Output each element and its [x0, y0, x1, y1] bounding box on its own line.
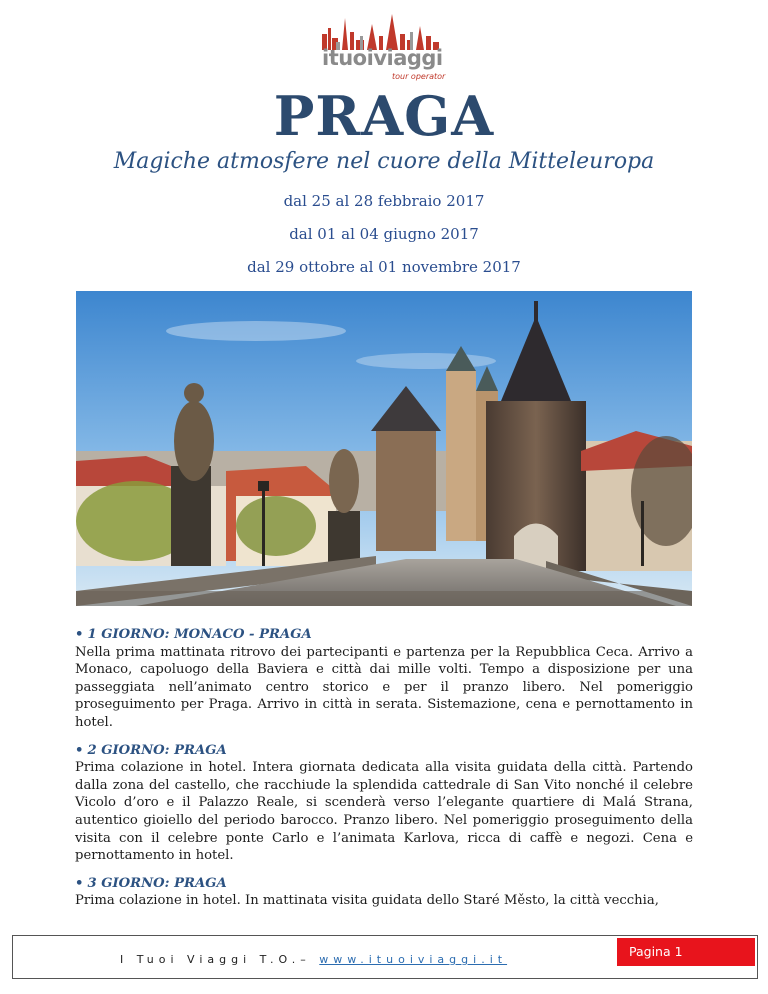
footer-text: [120, 953, 507, 966]
day-section-1: [75, 626, 693, 732]
day-heading-3: [75, 875, 693, 893]
footer-company: I Tuoi Viaggi T.O.–: [120, 953, 311, 966]
day-heading-text: 2 GIORNO: PRAGA: [87, 742, 227, 758]
day-description-3: Prima colazione in hotel. In mattinata visita guidata dello Staré Město, la città vecchia,: [75, 893, 659, 909]
page-subtitle: Magiche atmosfere nel cuore della Mitteleuropa: [113, 149, 655, 174]
day-heading-1: [75, 626, 693, 644]
bullet-icon: •: [75, 742, 84, 758]
brand-name: ituoiviaggi: [322, 46, 443, 70]
day-description-1: Nella prima mattinata ritrovo dei partecipanti e partenza per la Repubblica Ceca. Arrivo a Monaco, capoluogo della Baviera e città dai mille volti. Tempo a disposizione per una passeggiata nell’animato centro storico e per il pranzo libero. Nel pomeriggio proseguimento per Praga. Arrivo in città in serata. Sistemazione, cena e pernottamento in hotel.: [75, 644, 693, 730]
page-title: PRAGA: [273, 84, 495, 148]
brand-tagline: tour operator: [392, 72, 446, 81]
bullet-icon: •: [75, 627, 84, 642]
day-heading-text: 3 GIORNO: PRAGA: [87, 875, 227, 891]
day-description-2: Prima colazione in hotel. Intera giornata dedicata alla visita guidata della città. Partendo dalla zona del castello, che racchiude la splendida cattedrale di San Vito nonché il celebre Vicolo d’oro e il Palazzo Reale, si scenderà verso l’elegante quartiere di Malá Strana, autentico gioiello del periodo barocco. Pranzo libero. Nel pomeriggio proseguimento della visita con il celebre ponte Carlo e l’animata Karlova, ricca di caffè e negozi. Cena e pernottamento in hotel.: [75, 760, 693, 864]
itinerary: [75, 626, 693, 920]
page-number-badge: Pagina 1: [617, 938, 755, 966]
website-link[interactable]: www.ituoiviaggi.it: [319, 953, 508, 966]
date-range-1: dal 25 al 28 febbraio 2017: [283, 192, 485, 210]
date-range-3: dal 29 ottobre al 01 novembre 2017: [247, 258, 521, 276]
day-heading-2: [75, 742, 693, 760]
day-heading-text: 1 GIORNO: MONACO - PRAGA: [87, 627, 312, 642]
charles-bridge-photo: [76, 291, 692, 606]
bullet-icon: •: [75, 875, 84, 891]
day-section-2: [75, 742, 693, 865]
date-range-2: dal 01 al 04 giugno 2017: [289, 225, 479, 243]
day-section-3: [75, 875, 693, 910]
